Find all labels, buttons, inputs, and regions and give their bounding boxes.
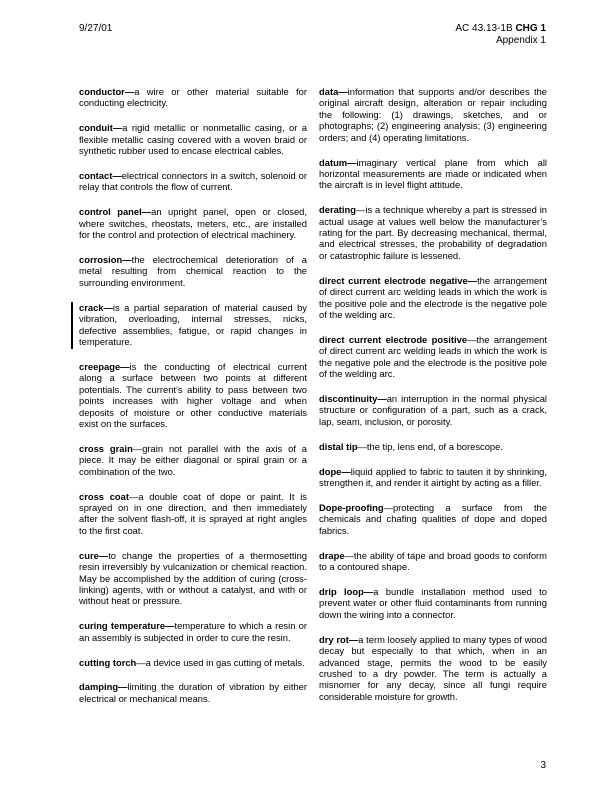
glossary-term: cutting torch <box>79 656 137 668</box>
glossary-definition: —a double coat of dope or paint. It is sprayed on in one direction, and then immediately after the solvent flash-off, it is sprayed at right angles to the first coat. <box>79 490 307 536</box>
glossary-definition: —is a technique whereby a part is stressed in actual usage at values well below the manufacturer’s rating for the part. By decreasing mechanical, thermal, and electrical stresses, the probability of degradation or catastrophic failure is lessened. <box>319 204 547 261</box>
glossary-definition: imaginary vertical plane from which all horizontal measurements are made or indicated when the aircraft is in level flight attitude. <box>319 156 547 191</box>
glossary-term: contact— <box>79 170 122 182</box>
glossary-entry-crack <box>79 302 307 348</box>
glossary-entry-contact <box>79 170 307 193</box>
glossary-entry-discontinuity <box>319 393 547 427</box>
header-doc-number: AC 43.13-1B <box>455 23 513 34</box>
glossary-entry-damping <box>79 681 307 704</box>
glossary-term: corrosion— <box>79 254 132 266</box>
glossary-definition: temperature to which a resin or an assembly is subjected in order to cure the resin. <box>79 620 308 643</box>
glossary-entry-dope-proofing <box>319 502 547 536</box>
glossary-term: conduit— <box>79 122 123 134</box>
glossary-term: dry rot— <box>319 633 359 645</box>
glossary-term: conductor— <box>79 86 135 97</box>
glossary-entry-cross-grain <box>79 443 307 477</box>
glossary-term: dope— <box>319 465 351 477</box>
glossary-term: cure— <box>79 549 109 561</box>
glossary-entry-dry-rot <box>319 634 547 702</box>
glossary-definition: a wire or other material suitable for conducting electricity. <box>79 86 307 109</box>
glossary-definition: a term loosely applied to many types of wood decay but especially to that which, when in an advanced stage, permits the wood to be easily crushed to a dry powder. The term is actually a misnomer for any decay, since all fungi require considerable moisture for growth. <box>319 633 547 702</box>
glossary-term: curing temperature— <box>79 620 175 632</box>
glossary-entry-cutting-torch <box>79 657 307 668</box>
glossary-definition: —grain not parallel with the axis of a piece. It may be either diagonal or spiral grain or a combination of the two. <box>79 442 308 477</box>
glossary-entry-dcep <box>319 334 547 380</box>
left-column <box>79 86 307 718</box>
glossary-entry-distal-tip <box>319 441 547 452</box>
glossary-entry-dcen <box>319 275 547 321</box>
header-doc-line <box>455 23 546 35</box>
header-date: 9/27/01 <box>79 23 113 34</box>
glossary-definition: a bundle installation method used to prevent water or other fluid contaminants from running down the wiring into a connector. <box>319 586 547 620</box>
change-bar <box>71 302 73 349</box>
glossary-term: crack— <box>79 301 113 313</box>
glossary-term: drape <box>319 549 345 561</box>
glossary-definition: —the arrangement of direct current arc welding leads in which the work is the negative pole and the electrode is the positive pole of the welding arc. <box>319 333 547 380</box>
glossary-entry-data <box>319 86 547 143</box>
glossary-term: data— <box>319 86 348 97</box>
glossary-entry-curing-temperature <box>79 620 307 643</box>
glossary-term: datum— <box>319 156 357 168</box>
glossary-definition: a rigid metallic or nonmetallic casing, or a flexible metallic casing covered with a woven braid or synthetic rubber used to encase electrical cables. <box>79 122 307 157</box>
header-appendix: Appendix 1 <box>495 35 546 46</box>
glossary-term: distal tip <box>319 440 358 452</box>
glossary-definition: limiting the duration of vibration by either electrical or mechanical means. <box>79 681 307 704</box>
glossary-entry-datum <box>319 157 547 191</box>
glossary-term: direct current electrode positive <box>319 333 468 345</box>
glossary-definition: is a partial separation of material caused by vibration, overloading, internal stresses, nicks, defective assemblies, fatigue, or rapid changes in temperature. <box>79 301 307 347</box>
glossary-term: control panel— <box>79 206 152 218</box>
glossary-definition: an interruption in the normal physical structure or configuration of a part, such as a crack, lap, seam, inclusion, or porosity. <box>319 393 547 427</box>
glossary-entry-cross-coat <box>79 491 307 537</box>
glossary-definition: —the ability of tape and broad goods to conform to a contoured shape. <box>319 549 547 573</box>
page-number: 3 <box>540 760 546 771</box>
glossary-entry-cure <box>79 550 307 607</box>
glossary-entry-conduit <box>79 122 307 156</box>
glossary-definition: liquid applied to fabric to tauten it by shrinking, strengthen it, and render it airtight by acting as a filler. <box>319 465 547 489</box>
glossary-term: cross grain <box>79 442 133 454</box>
glossary-term: drip loop— <box>319 586 374 597</box>
glossary-entry-corrosion <box>79 254 307 288</box>
glossary-definition: the arrangement of direct current arc welding leads in which the work is the positive pole and the electrode is the negative pole of the welding arc. <box>319 274 547 320</box>
header-doc-info <box>455 23 546 47</box>
glossary-entry-dope <box>319 466 547 489</box>
glossary-term: direct current electrode negative— <box>319 274 478 286</box>
glossary-definition: information that supports and/or describes the original aircraft design, alteration or repair including the following: (1) drawings, sketches, and or photographs; (2) engineering analysis; (3) engineering orders; and (4) operating limitations. <box>319 86 547 143</box>
glossary-term: creepage— <box>79 360 130 372</box>
glossary-definition: is the conducting of electrical current along a surface between two points at different potentials. The current’s ability to pass between two points increases with higher voltage and when deposits of moisture or other conductive materials exist on the surfaces. <box>79 360 307 429</box>
glossary-entry-control-panel <box>79 206 307 240</box>
glossary-entry-drip-loop <box>319 586 547 620</box>
glossary-entry-creepage <box>79 361 307 429</box>
glossary-entry-derating <box>319 204 547 261</box>
glossary-definition: the electrochemical deterioration of a metal resulting from chemical reaction to the surrounding environment. <box>79 254 307 288</box>
glossary-definition: electrical connectors in a switch, solenoid or relay that controls the flow of current. <box>79 170 307 193</box>
glossary-definition: —the tip, lens end, of a borescope. <box>357 440 503 452</box>
glossary-term: Dope-proofing <box>319 501 384 513</box>
glossary-definition: —a device used in gas cutting of metals. <box>136 656 305 668</box>
glossary-entry-drape <box>319 550 547 573</box>
glossary-term: derating <box>319 204 356 216</box>
glossary-term: discontinuity— <box>319 393 387 405</box>
glossary-term: damping— <box>79 681 128 693</box>
glossary-term: cross coat <box>79 490 129 502</box>
glossary-entry-conductor <box>79 86 307 109</box>
glossary-definition: an upright panel, open or closed, where switches, rheostats, meters, etc., are installed for the control and protection of electrical machinery. <box>79 206 308 241</box>
glossary-definition: to change the properties of a thermosetting resin irreversibly by vulcanization or chemical reaction. May be accomplished by the addition of curing (cross-linking) agents, with or without a catalyst, and with or without heat or pressure. <box>79 549 307 607</box>
header-change: CHG 1 <box>515 23 546 34</box>
right-column <box>319 86 547 716</box>
glossary-definition: —protecting a surface from the chemicals and chafing qualities of dope and doped fabrics. <box>319 501 547 536</box>
